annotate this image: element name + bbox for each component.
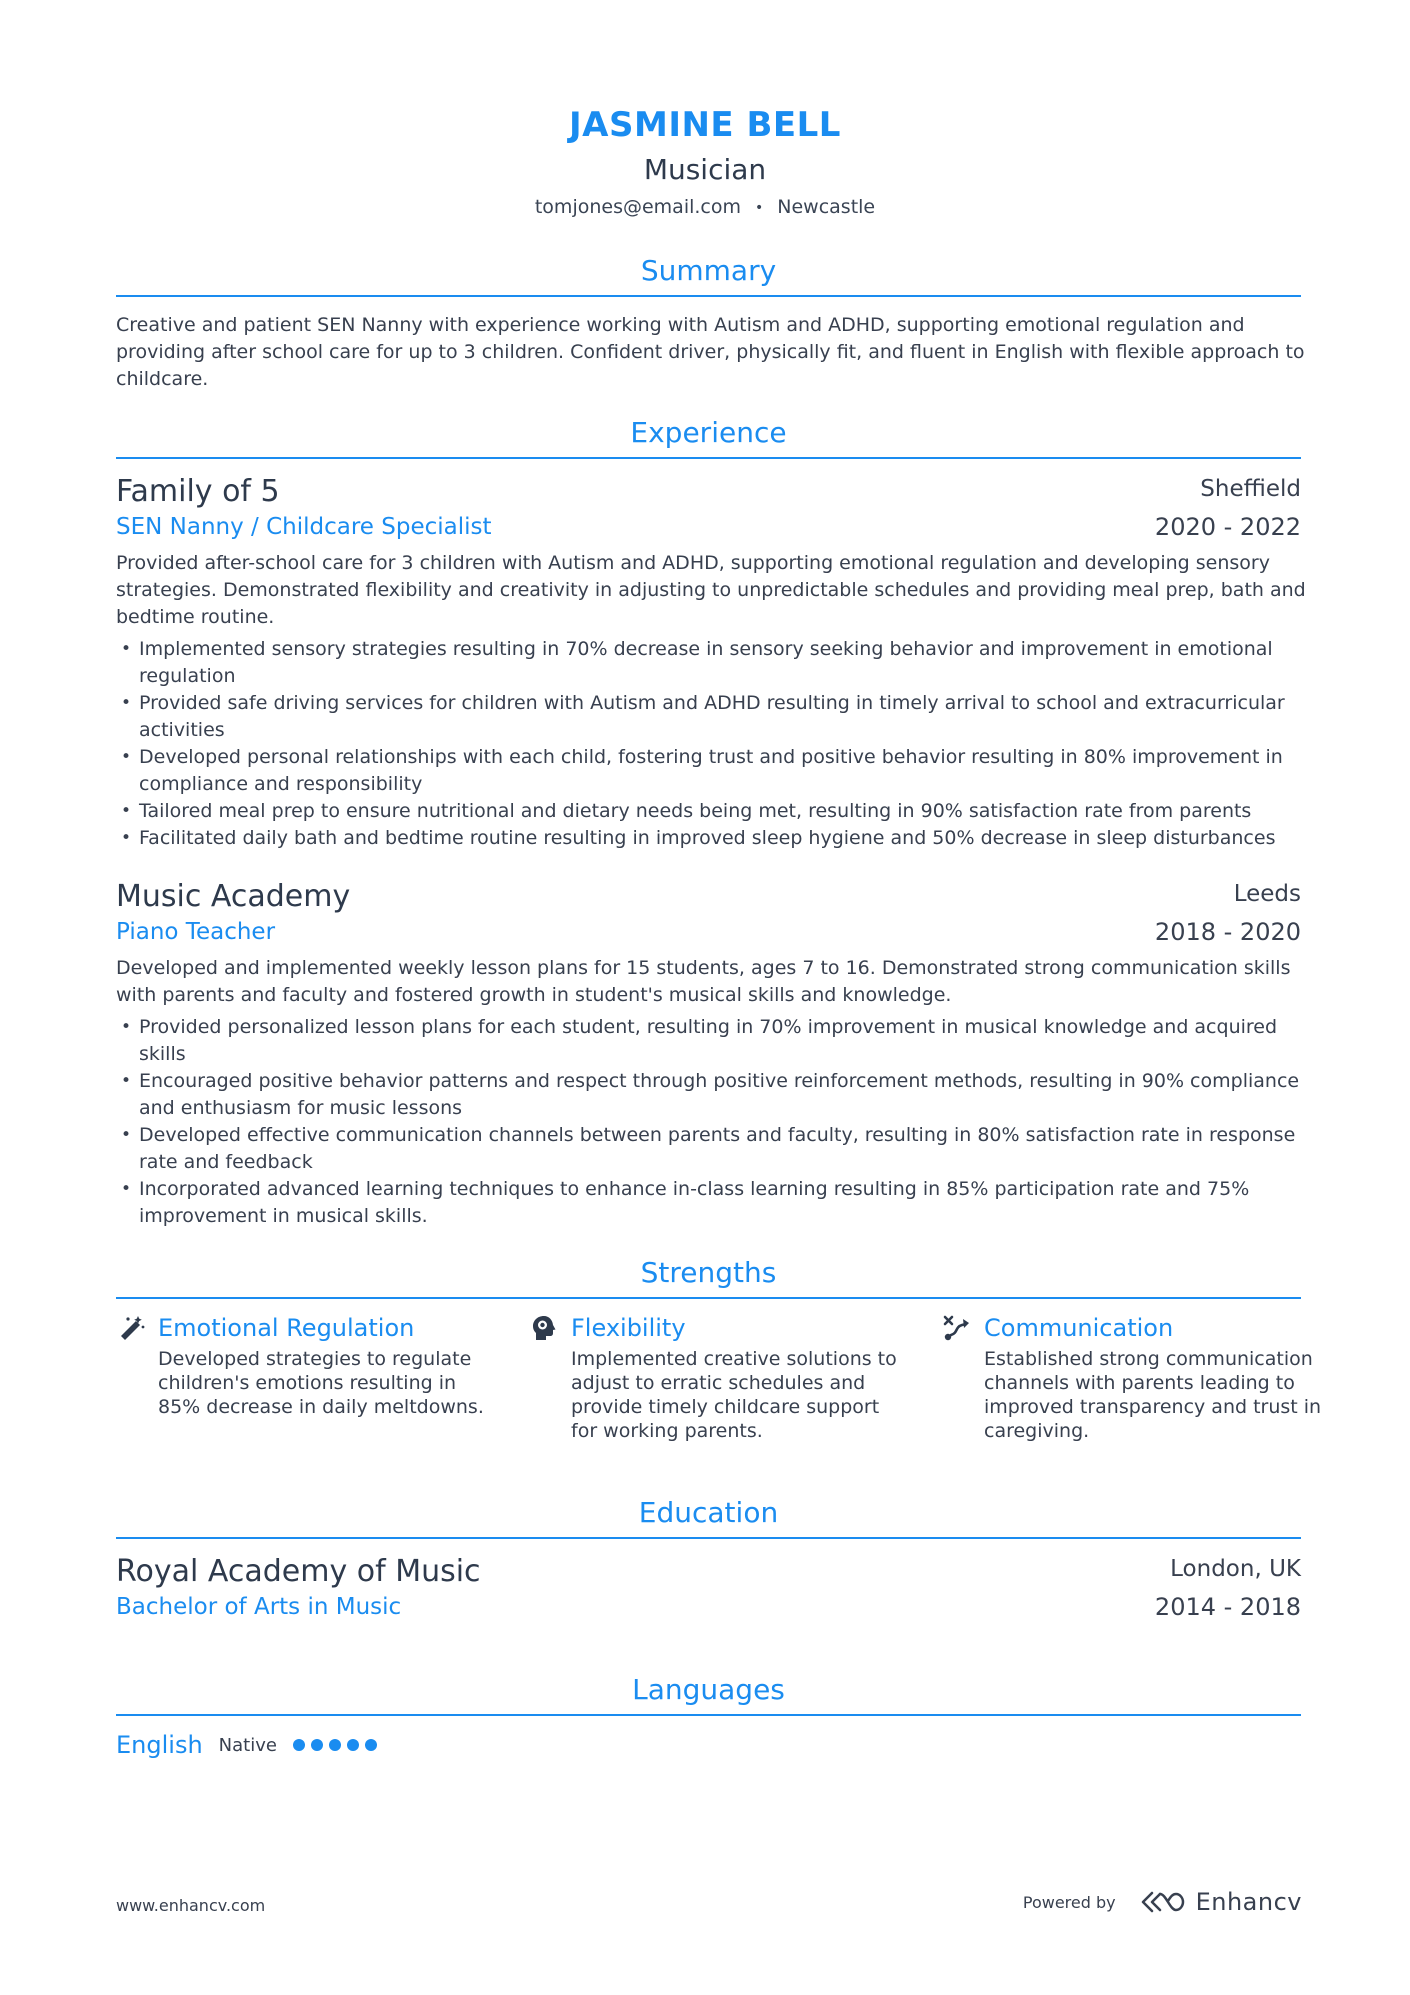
language-name: English: [116, 1731, 203, 1759]
brand-name[interactable]: Enhancv: [1195, 1888, 1302, 1916]
language-level: Native: [218, 1734, 277, 1756]
footer-website[interactable]: www.enhancv.com: [116, 1896, 266, 1915]
languages-divider: [116, 1714, 1301, 1716]
rating-dot: [311, 1739, 323, 1751]
enhancv-logo-icon: [1140, 1889, 1186, 1915]
education-degree: Bachelor of Arts in Music: [116, 1594, 402, 1620]
resume-header: [0, 100, 1410, 223]
strength-item: [942, 1311, 1322, 1443]
education-school: Royal Academy of Music: [116, 1554, 481, 1589]
achievement-item: • Incorporated advanced learning techniques to enhance in-class learning resulting in 85% participation rate and 75% improvement in musical skills.: [116, 1176, 1306, 1230]
summary-divider: [116, 295, 1301, 297]
job-achievements: [116, 1014, 1306, 1230]
contact-location: Newcastle: [777, 196, 876, 218]
achievement-item: • Encouraged positive behavior patterns and respect through positive reinforcement methods, resulting in 90% compliance and enthusiasm for music lessons: [116, 1068, 1306, 1122]
strength-description: Implemented creative solutions to adjust to erratic schedules and provide timely childcare support for working parents.: [571, 1348, 897, 1442]
job-company: Family of 5: [116, 474, 280, 509]
rating-dot: [293, 1739, 305, 1751]
job-achievements: [116, 636, 1306, 852]
strength-title: Emotional Regulation: [158, 1314, 415, 1342]
achievement-item: • Developed effective communication channels between parents and faculty, resulting in 80% satisfaction rate in response rate and feedback: [116, 1122, 1306, 1176]
strength-title: Flexibility: [571, 1314, 686, 1342]
route-icon: [942, 1313, 972, 1343]
contact-line: [0, 192, 1410, 223]
education-dates: 2014 - 2018: [1154, 1593, 1301, 1621]
head-brain-icon: [529, 1313, 559, 1343]
candidate-title: Musician: [643, 153, 767, 186]
strengths-heading: Strengths: [640, 1256, 777, 1289]
language-rating: [293, 1739, 383, 1751]
job-location: Sheffield: [1200, 476, 1301, 502]
experience-divider: [116, 457, 1301, 459]
job-location: Leeds: [1233, 881, 1301, 907]
strength-description: Established strong communication channels with parents leading to improved transparency and trust in caregiving.: [984, 1348, 1322, 1442]
language-item: [116, 1728, 383, 1762]
education-divider: [116, 1537, 1301, 1539]
strength-item: [529, 1311, 909, 1443]
summary-text: Creative and patient SEN Nanny with experience working with Autism and ADHD, supporting emotional regulation and providing after school care for up to 3 children. Confident driver, physically fit, and fluent in English with flexible approach to childcare.: [116, 314, 1305, 390]
contact-separator: •: [755, 199, 764, 216]
job-description: Developed and implemented weekly lesson plans for 15 students, ages 7 to 16. Demonstrated strong communication skills with parents and faculty and fostered growth in student's musical skills and knowledge.: [116, 957, 1291, 1006]
contact-email[interactable]: tomjones@email.com: [534, 196, 741, 218]
magic-wand-icon: [116, 1313, 146, 1343]
job-role: Piano Teacher: [116, 919, 276, 945]
job-company: Music Academy: [116, 879, 351, 914]
achievement-item: • Developed personal relationships with each child, fostering trust and positive behavior resulting in 80% improvement in compliance and responsibility: [116, 744, 1306, 798]
rating-dot: [365, 1739, 377, 1751]
job-dates: 2020 - 2022: [1154, 513, 1301, 541]
rating-dot: [347, 1739, 359, 1751]
strength-description: Developed strategies to regulate children's emotions resulting in 85% decrease in daily meltdowns.: [158, 1348, 484, 1418]
strength-title: Communication: [984, 1314, 1174, 1342]
achievement-item: • Implemented sensory strategies resulting in 70% decrease in sensory seeking behavior and improvement in emotional regulation: [116, 636, 1306, 690]
job-description: Provided after-school care for 3 children with Autism and ADHD, supporting emotional regulation and developing sensory strategies. Demonstrated flexibility and creativity in adjusting to unpredictable schedules and providing meal prep, bath and bedtime routine.: [116, 552, 1306, 628]
languages-heading: Languages: [632, 1673, 785, 1706]
experience-heading: Experience: [630, 416, 787, 449]
achievement-item: • Tailored meal prep to ensure nutritional and dietary needs being met, resulting in 90% satisfaction rate from parents: [116, 798, 1306, 825]
job-dates: 2018 - 2020: [1154, 918, 1301, 946]
rating-dot: [329, 1739, 341, 1751]
education-location: London, UK: [1170, 1556, 1301, 1582]
education-heading: Education: [638, 1496, 779, 1529]
achievement-item: • Provided safe driving services for children with Autism and ADHD resulting in timely arrival to school and extracurricular activities: [116, 690, 1306, 744]
candidate-name: JASMINE BELL: [569, 105, 841, 145]
footer-branding: [1023, 1888, 1302, 1916]
achievement-item: • Facilitated daily bath and bedtime routine resulting in improved sleep hygiene and 50% decrease in sleep disturbances: [116, 825, 1306, 852]
job-role: SEN Nanny / Childcare Specialist: [116, 514, 492, 540]
powered-by-label: Powered by: [1022, 1892, 1116, 1912]
achievement-item: • Provided personalized lesson plans for each student, resulting in 70% improvement in musical knowledge and acquired skills: [116, 1014, 1306, 1068]
summary-heading: Summary: [640, 254, 777, 287]
strengths-divider: [116, 1297, 1301, 1299]
strength-item: [116, 1311, 496, 1419]
